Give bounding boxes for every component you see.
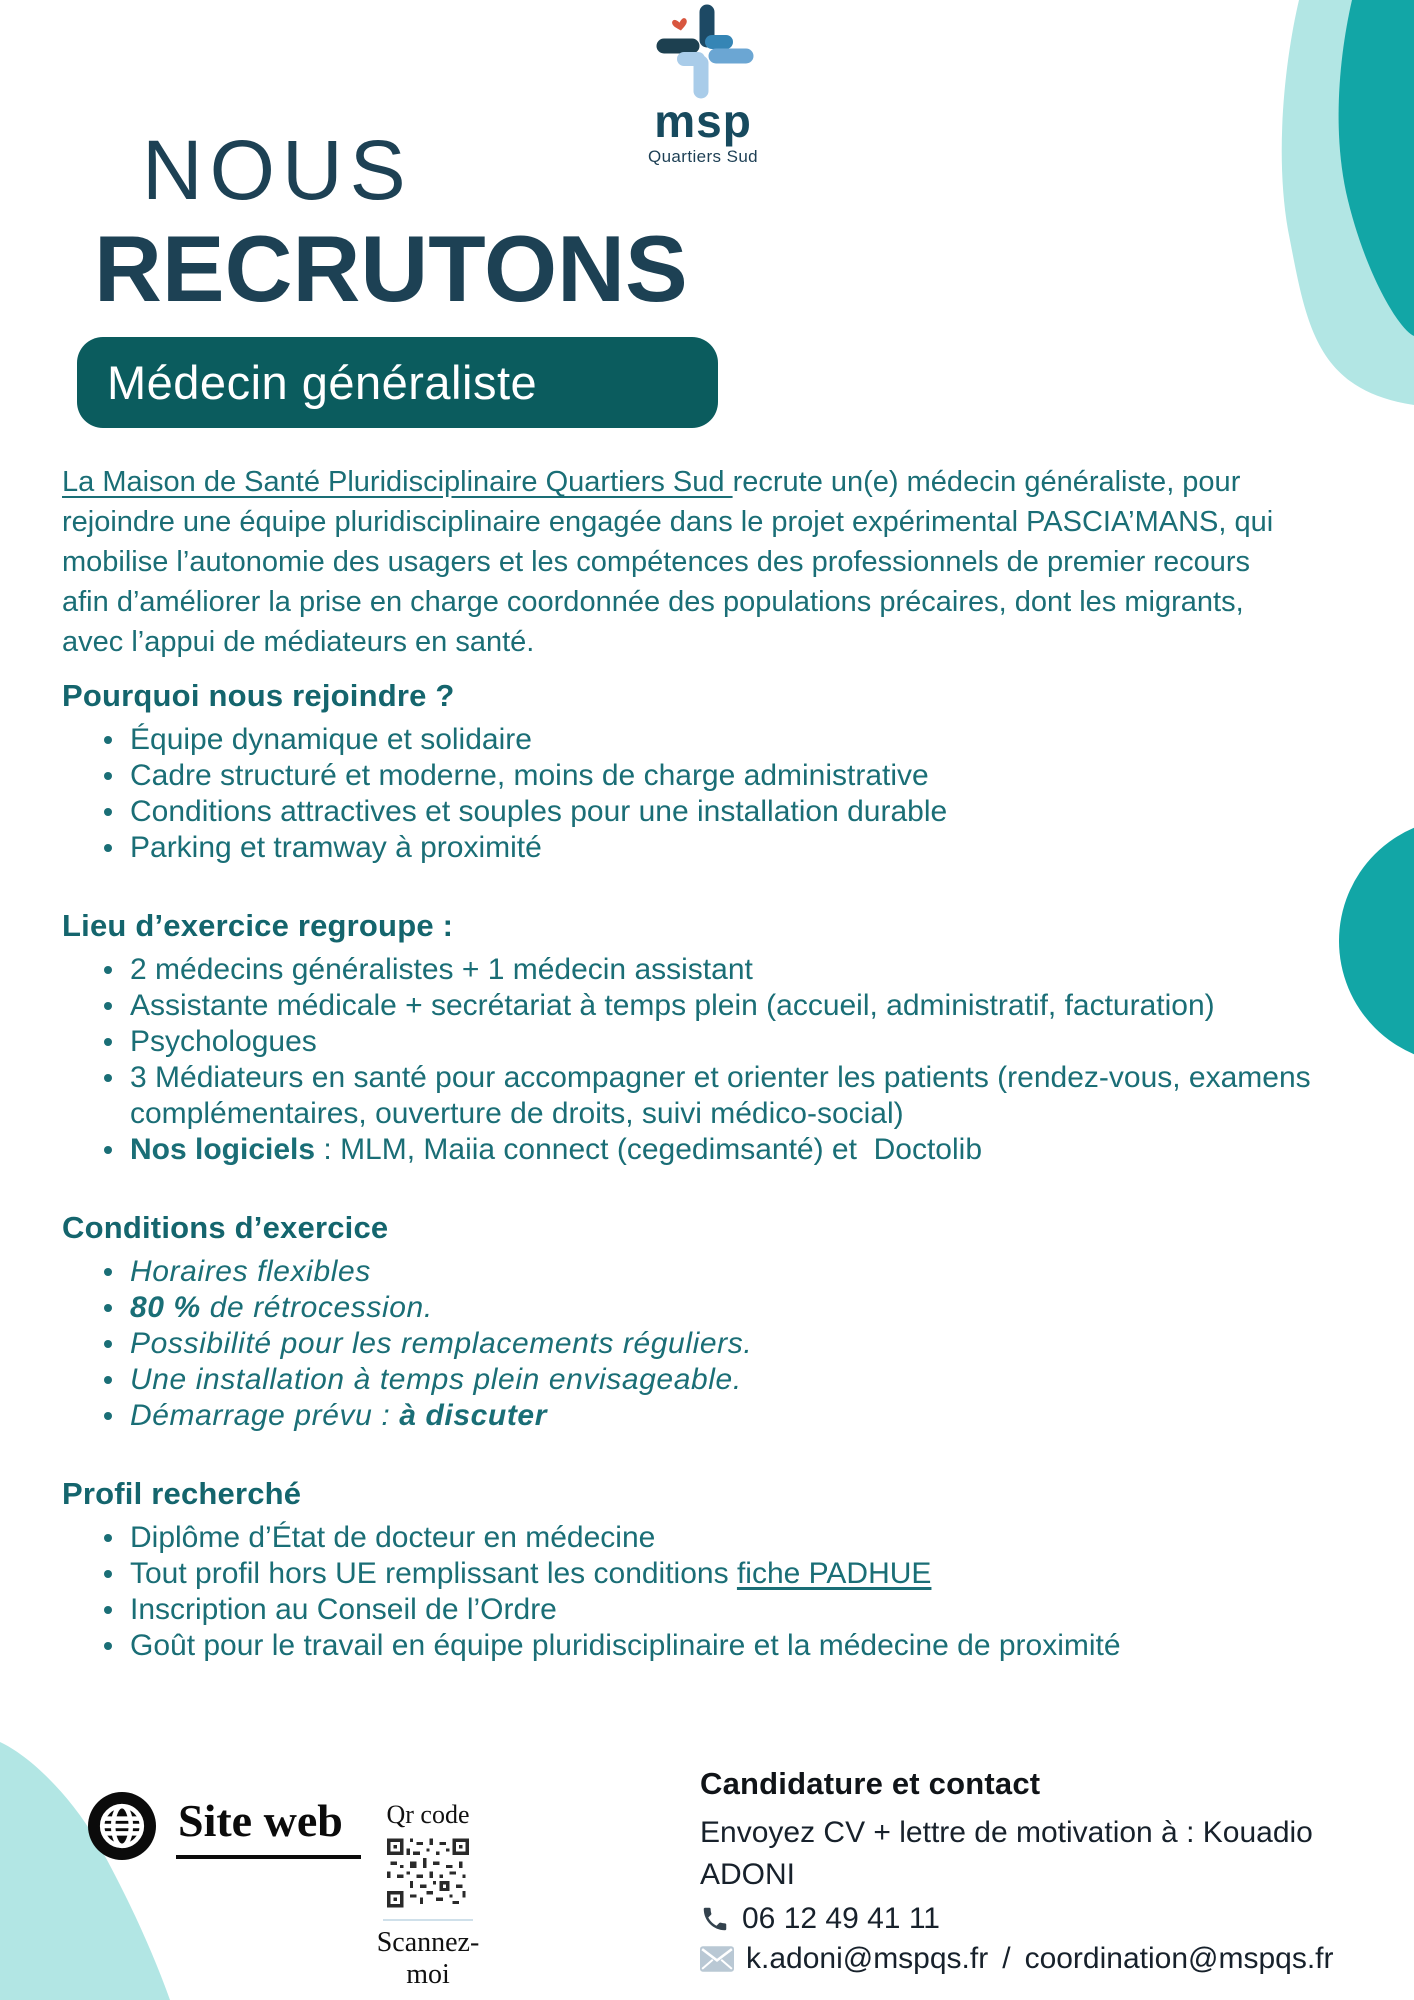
qr-title: Qr code [386, 1800, 470, 1829]
email-secondary: coordination@mspqs.fr [1024, 1942, 1334, 1975]
headline-nous: NOUS [142, 123, 413, 217]
site-web-link[interactable]: Site web [176, 1794, 361, 1859]
qr-code-frame [383, 1834, 473, 1921]
qr-code-block [360, 1800, 496, 1991]
list-item: Diplôme d’État de docteur en médecine [62, 1520, 1370, 1556]
bullet-dot [104, 1642, 112, 1650]
logo-subtitle: Quartiers Sud [647, 147, 759, 166]
msp-logo [608, 2, 798, 167]
list-item: Assistante médicale + secrétariat à temps plein (accueil, administratif, facturation) [62, 988, 1370, 1024]
intro-paragraph [62, 462, 1302, 662]
section-workplace [62, 908, 1370, 1168]
list-item: 3 Médiateurs en santé pour accompagner et orienter les patients (rendez-vous, examens complémentaires, ouverture de droits, suivi médico-social) [62, 1060, 1370, 1132]
bullet-list [62, 1254, 1370, 1434]
bullet-dot [104, 1074, 112, 1082]
bullet-dot [104, 1412, 112, 1420]
contact-block [700, 1766, 1380, 1976]
list-item [62, 1132, 1370, 1168]
bullet-dot [104, 1606, 112, 1614]
item-bold-value: à discuter [399, 1399, 547, 1432]
job-title-banner [77, 337, 718, 428]
list-item [62, 1290, 1370, 1326]
phone-icon [700, 1904, 730, 1934]
qr-code-image [387, 1838, 469, 1908]
bullet-dot [104, 1570, 112, 1578]
top-right-blob-decoration [1174, 0, 1414, 420]
bullet-dot [104, 1038, 112, 1046]
item-bold-lead: 80 % [130, 1291, 201, 1324]
section-why-join [62, 678, 1370, 866]
bullet-dot [104, 1002, 112, 1010]
section-conditions [62, 1210, 1370, 1434]
bullet-dot [104, 1304, 112, 1312]
item-text: de rétrocession. [200, 1291, 433, 1324]
bullet-dot [104, 1268, 112, 1276]
list-item: Équipe dynamique et solidaire [62, 722, 1370, 758]
headline-recrutons: RECRUTONS [94, 216, 688, 321]
bullet-dot [104, 844, 112, 852]
item-bold-lead: Nos logiciels [130, 1133, 316, 1166]
list-item: Une installation à temps plein envisageable. [62, 1362, 1370, 1398]
phone-number: 06 12 49 41 11 [742, 1902, 940, 1935]
email-primary: k.adoni@mspqs.fr [746, 1942, 989, 1975]
list-item: Horaires flexibles [62, 1254, 1370, 1290]
list-item: Possibilité pour les remplacements réguliers. [62, 1326, 1370, 1362]
msp-cross-icon [646, 2, 761, 102]
bullet-dot [104, 966, 112, 974]
heart-icon [671, 18, 688, 32]
job-title-text: Médecin généraliste [107, 356, 538, 409]
website-block [88, 1792, 361, 1860]
bullet-list [62, 952, 1370, 1168]
item-text: Tout profil hors UE remplissant les conditions [130, 1557, 737, 1590]
item-text: : MLM, Maiia connect (cegedimsanté) et Doctolib [315, 1133, 983, 1166]
section-profile [62, 1476, 1370, 1664]
email-separator: / [1002, 1942, 1011, 1975]
section-heading: Lieu d’exercice regroupe : [62, 908, 454, 943]
bullet-dot [104, 1340, 112, 1348]
fiche-padhue-link[interactable]: fiche PADHUE [736, 1557, 932, 1590]
intro-lead-underlined: La Maison de Santé Pluridisciplinaire Quartiers Sud [62, 466, 733, 498]
bullet-list [62, 722, 1370, 866]
contact-phone-row [700, 1902, 1380, 1936]
section-heading: Pourquoi nous rejoindre ? [62, 678, 455, 713]
bullet-dot [104, 736, 112, 744]
envelope-icon [700, 1946, 734, 1972]
contact-email-row [700, 1942, 1380, 1976]
bullet-dot [104, 1376, 112, 1384]
contact-apply-line: Envoyez CV + lettre de motivation à : Kouadio ADONI [700, 1816, 1313, 1891]
list-item: Cadre structuré et moderne, moins de charge administrative [62, 758, 1370, 794]
globe-icon [88, 1792, 156, 1860]
list-item: Inscription au Conseil de l’Ordre [62, 1592, 1370, 1628]
section-heading: Conditions d’exercice [62, 1210, 389, 1245]
intro-rest: recrute un(e) médecin généraliste, pour rejoindre une équipe pluridisciplinaire engagée dans le projet expérimental PASCIA’MANS, qui mobilise l’autonomie des usagers et les compétences des professionnels de premier recours afin d’améliorer la prise en charge coordonnée des populations précaires, dont les migrants, avec l’appui de médiateurs en santé. [62, 466, 1282, 658]
list-item: Parking et tramway à proximité [62, 830, 1370, 866]
bullet-dot [104, 1146, 112, 1154]
bullet-dot [104, 772, 112, 780]
list-item: Goût pour le travail en équipe pluridisciplinaire et la médecine de proximité [62, 1628, 1370, 1664]
contact-heading: Candidature et contact [700, 1766, 1041, 1801]
list-item [62, 1556, 1370, 1592]
list-item [62, 1398, 1370, 1434]
list-item: 2 médecins généralistes + 1 médecin assistant [62, 952, 1370, 988]
list-item: Conditions attractives et souples pour une installation durable [62, 794, 1370, 830]
section-heading: Profil recherché [62, 1476, 302, 1511]
logo-brand-text: msp [654, 95, 752, 147]
qr-caption: Scannez-moi [376, 1927, 480, 1990]
bullet-dot [104, 808, 112, 816]
bullet-list [62, 1520, 1370, 1664]
bullet-dot [104, 1534, 112, 1542]
item-text: Démarrage prévu : [130, 1399, 400, 1432]
poster-body [62, 462, 1370, 1706]
list-item: Psychologues [62, 1024, 1370, 1060]
